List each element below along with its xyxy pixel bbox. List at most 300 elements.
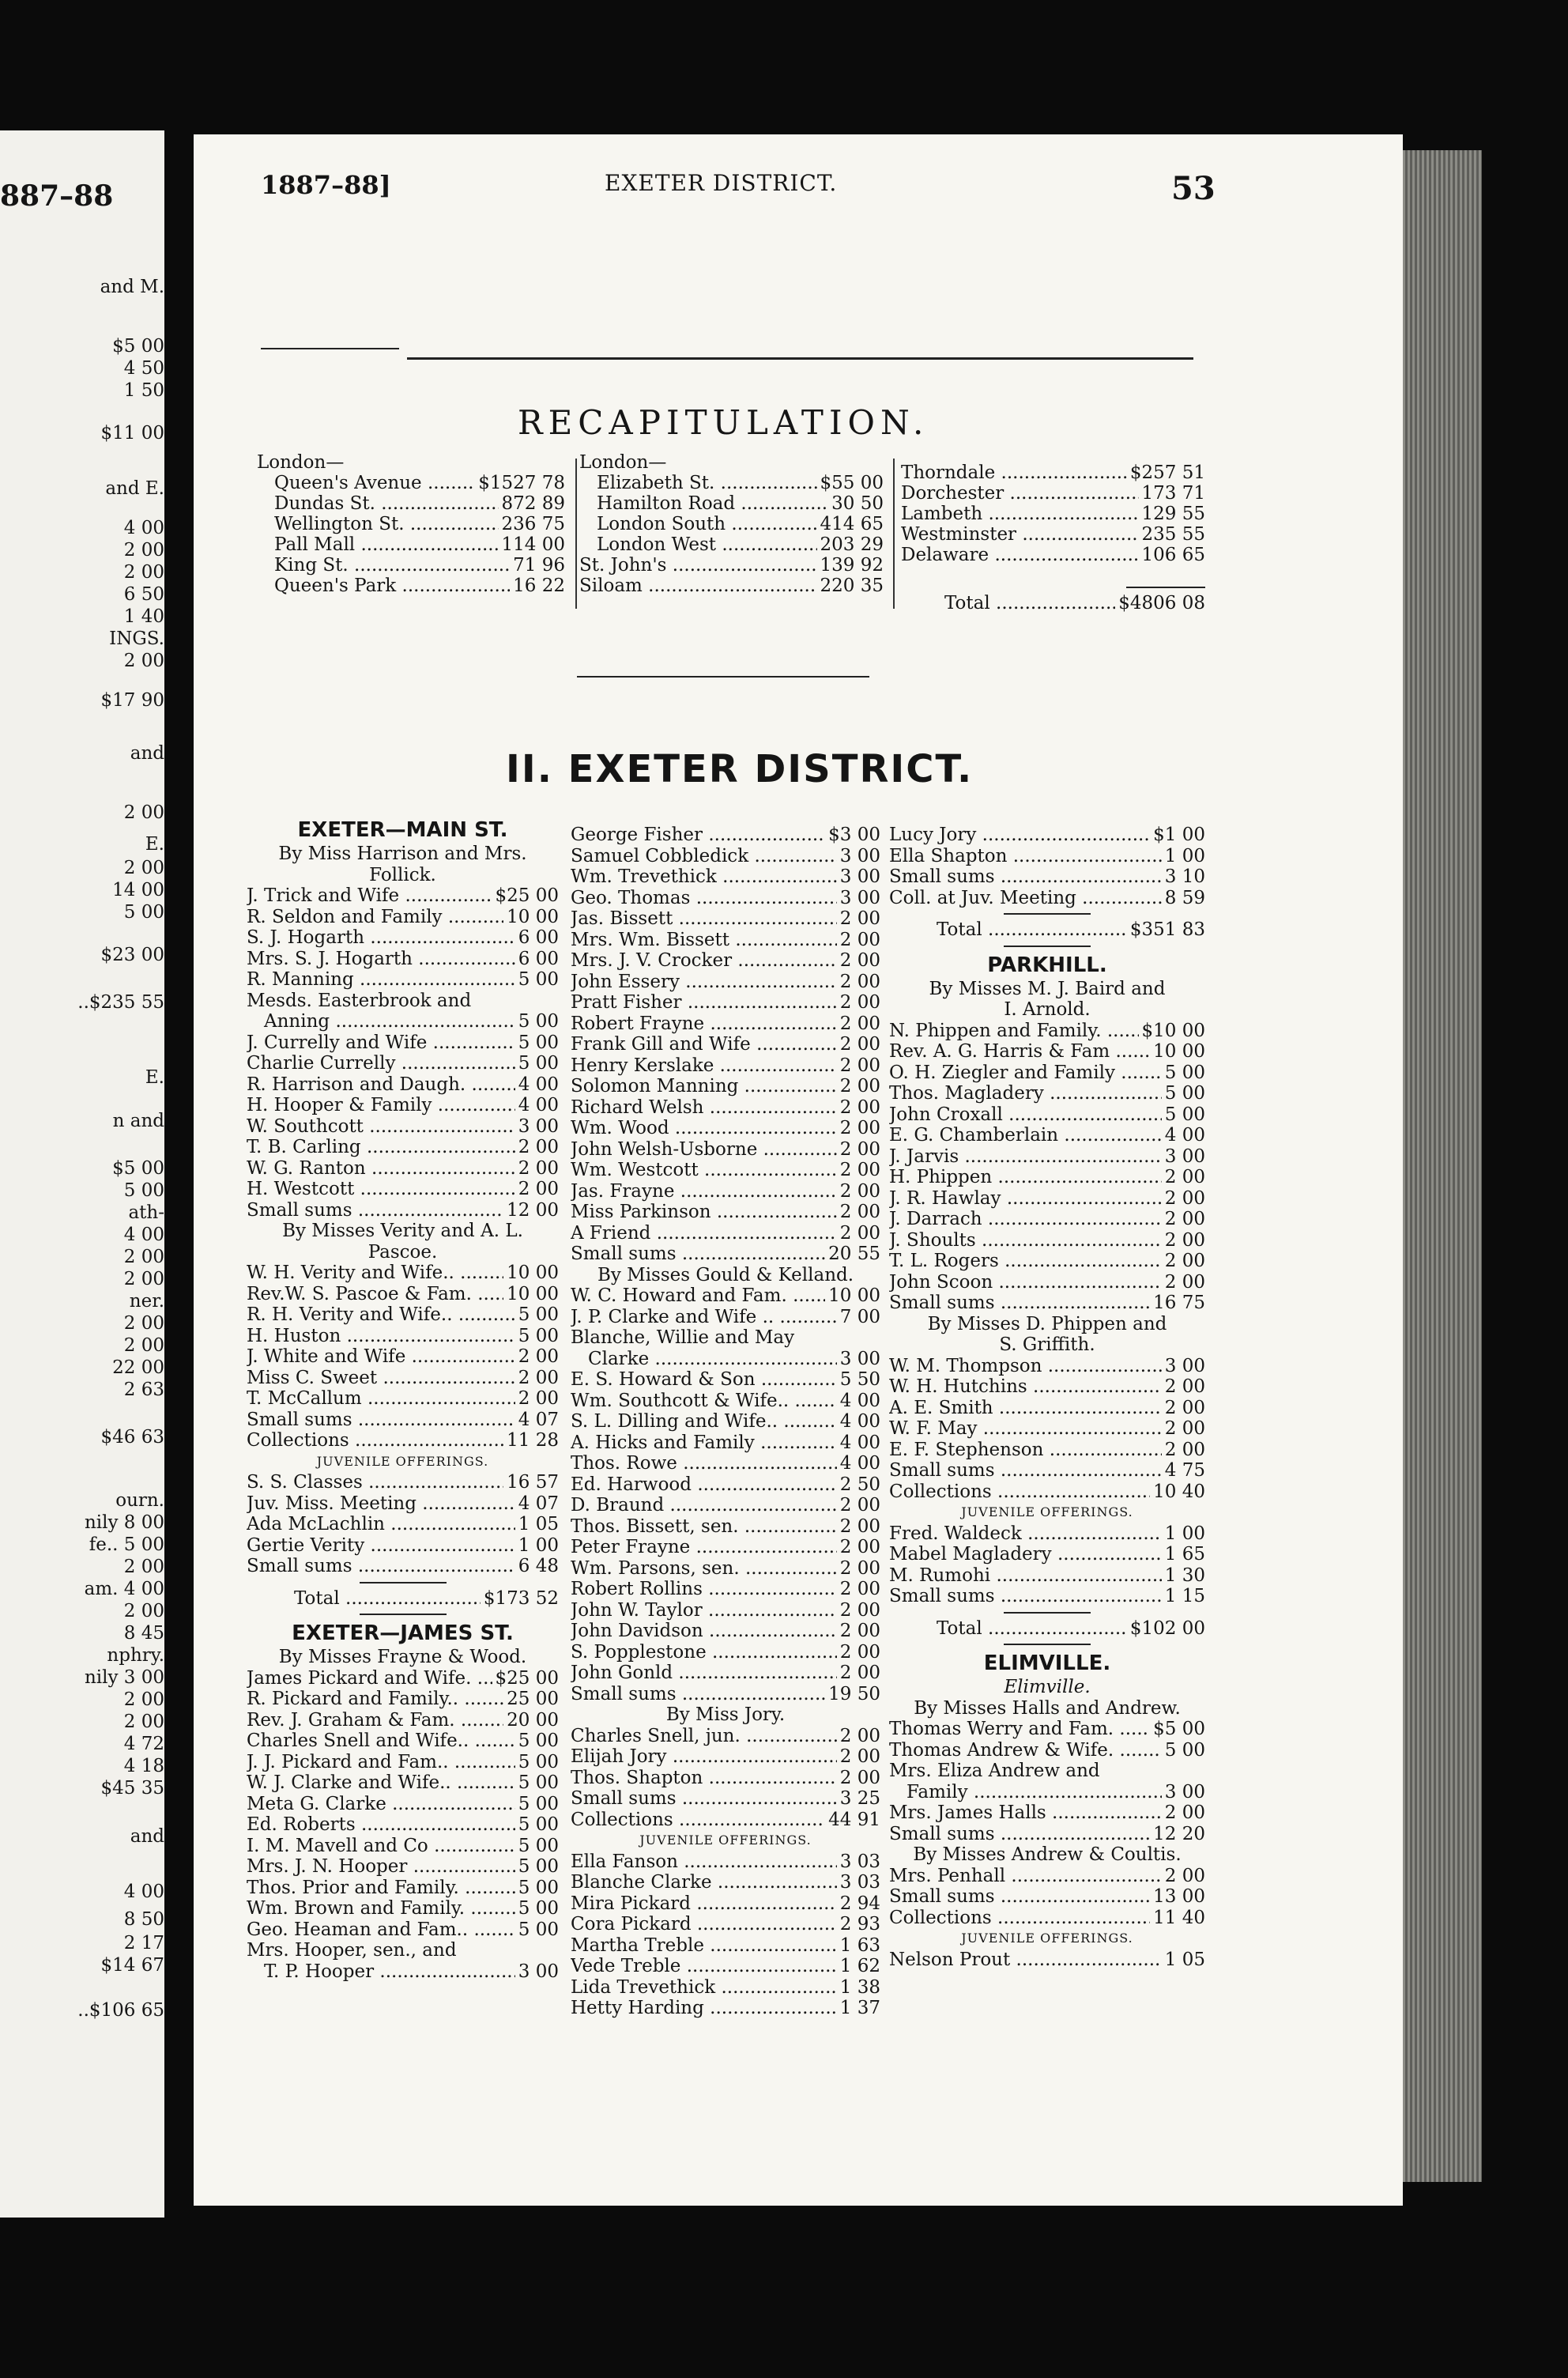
contributor-name: Lida Trevethick ..... (571, 1977, 837, 1999)
contributor-name: J. Currelly and Wife ..... (247, 1032, 515, 1054)
contribution-amount: 2 00 (518, 1346, 559, 1367)
contribution-row (889, 1209, 1205, 1230)
left-page-line: and (130, 743, 164, 764)
contribution-amount: 2 00 (839, 1599, 880, 1621)
contribution-amount: 12 20 (1153, 1823, 1205, 1844)
contribution-amount: 2 00 (1164, 1865, 1205, 1886)
contribution-row (889, 846, 1205, 867)
contributor-name: Mrs. S. J. Hogarth ..... (247, 949, 515, 970)
contributor-name: J. Trick and Wife ..... (247, 885, 492, 907)
contribution-amount: 2 00 (1164, 1167, 1205, 1187)
recap-column-3 (901, 462, 1205, 565)
contribution-amount: 5 00 (518, 1751, 559, 1772)
contribution-row (571, 1914, 880, 1935)
total-label: Total ..... (889, 1618, 1127, 1640)
contribution-amount: 2 00 (1164, 1397, 1205, 1418)
contribution-row (571, 1998, 880, 2019)
juvenile-offerings-label: JUVENILE OFFERINGS. (639, 1833, 812, 1848)
contribution-amount: 2 00 (1164, 1187, 1205, 1209)
recap-value: 106 65 (1141, 545, 1205, 565)
contribution-row (571, 1474, 880, 1496)
contribution-amount: 5 00 (518, 1011, 559, 1032)
contribution-row (889, 1565, 1205, 1587)
total-label: Total ..... (247, 1588, 481, 1610)
contribution-row (889, 1482, 1205, 1503)
recap-value: $1527 78 (478, 473, 565, 493)
contributor-name: Mrs. J. V. Crocker ..... (571, 950, 837, 972)
contribution-row (247, 1668, 559, 1689)
contribution-row (247, 1772, 559, 1794)
contributor-name: Jas. Bissett ..... (571, 908, 837, 930)
left-page-line: 2 00 (123, 1335, 164, 1356)
left-page-line: 14 00 (112, 880, 164, 900)
recap-value: 414 65 (820, 514, 884, 534)
contribution-amount: 2 00 (839, 1767, 880, 1788)
contribution-amount: 4 00 (839, 1453, 880, 1474)
contribution-row (889, 1104, 1205, 1126)
contribution-amount: 10 00 (1153, 1041, 1205, 1062)
contribution-row (571, 1621, 880, 1642)
contribution-row (247, 1304, 559, 1326)
contribution-amount: 11 40 (1153, 1907, 1205, 1928)
contributor-name: Geo. Thomas ..... (571, 888, 837, 909)
left-page-fragment (0, 130, 164, 2218)
contribution-amount: 10 00 (828, 1285, 880, 1306)
contributor-name: Rev. A. G. Harris & Fam ..... (889, 1041, 1150, 1063)
left-page-line: ath- (128, 1202, 164, 1223)
contributor-name: R. Seldon and Family ..... (247, 907, 503, 928)
recap-name: Siloam ..... (579, 576, 817, 596)
contributor-name: Miss Parkinson ..... (571, 1202, 837, 1223)
contribution-amount: 3 10 (1164, 866, 1205, 887)
recap-value: 236 75 (501, 514, 565, 534)
left-page-line: ..$235 55 (77, 992, 164, 1013)
contribution-amount: 10 00 (507, 1263, 559, 1283)
contribution-row (247, 1200, 559, 1221)
contribution-amount: 3 00 (1164, 1355, 1205, 1376)
recap-value: 30 50 (831, 493, 884, 514)
contribution-row (571, 1935, 880, 1957)
collector-line: S. Griffith. (999, 1334, 1095, 1355)
contribution-row (571, 1977, 880, 1999)
left-page-line: 2 00 (123, 1247, 164, 1267)
contribution-amount: 3 00 (518, 1961, 559, 1982)
recap-row (257, 473, 565, 493)
left-page-line: 4 00 (123, 1882, 164, 1902)
contribution-row (889, 1866, 1205, 1887)
contribution-amount: 10 40 (1153, 1481, 1205, 1502)
collector-line: By Misses Frayne & Wood. (278, 1647, 527, 1667)
contributor-name: John Croxall ..... (889, 1104, 1162, 1126)
contribution-row (571, 1202, 880, 1223)
total-label: Total ..... (889, 919, 1127, 941)
contributor-name: W. H. Hutchins ..... (889, 1376, 1162, 1398)
contribution-row (889, 1908, 1205, 1929)
contributor-name: Wm. Brown and Family. ..... (247, 1898, 515, 1919)
contribution-amount: 25 00 (507, 1689, 559, 1709)
contribution-amount: 10 00 (507, 906, 559, 927)
recap-row (257, 534, 565, 555)
contributor-name: Charles Snell, jun. ..... (571, 1726, 837, 1747)
contributor-name: Geo. Heaman and Fam.. ..... (247, 1919, 515, 1941)
left-page-line: E. (145, 1067, 164, 1088)
contribution-amount: 1 63 (839, 1934, 880, 1956)
contribution-row (889, 1398, 1205, 1419)
contribution-row (247, 907, 559, 928)
contribution-row (889, 1230, 1205, 1251)
contribution-amount: 4 00 (839, 1432, 880, 1453)
recap-value: $257 51 (1129, 462, 1205, 483)
contribution-row (571, 1684, 880, 1705)
contribution-amount: 5 00 (518, 1898, 559, 1919)
recap-row (579, 555, 884, 576)
contribution-amount: $25 00 (495, 1667, 559, 1689)
contribution-row (889, 1782, 1205, 1803)
contributor-name: S. L. Dilling and Wife.. ..... (571, 1411, 837, 1432)
contribution-row (889, 866, 1205, 888)
contributor-name: Thos. Bissett, sen. ..... (571, 1516, 837, 1538)
header-title: EXETER DISTRICT. (605, 170, 838, 196)
contribution-row (889, 1740, 1205, 1761)
contributor-name: H. Westcott ..... (247, 1179, 515, 1200)
contribution-row (247, 1263, 559, 1284)
contribution-amount: 1 65 (1164, 1544, 1205, 1565)
contribution-row (247, 1179, 559, 1200)
contribution-amount: 3 03 (839, 1872, 880, 1893)
contribution-amount: 2 00 (518, 1367, 559, 1388)
contribution-row (571, 1516, 880, 1538)
contributor-name: E. F. Stephenson ..... (889, 1440, 1162, 1461)
left-page-line: $45 35 (100, 1778, 164, 1799)
contribution-amount: 2 94 (839, 1893, 880, 1914)
contribution-amount: 2 00 (1164, 1229, 1205, 1251)
contribution-amount: 2 00 (839, 908, 880, 929)
contributor-name: Ella Fanson ..... (571, 1851, 837, 1873)
contributor-name: A. Hicks and Family ..... (571, 1432, 837, 1454)
recap-name: Queen's Park ..... (257, 576, 510, 596)
contribution-row (889, 1188, 1205, 1210)
collector-line: I. Arnold. (1004, 999, 1091, 1020)
header-rule-right (407, 357, 1193, 360)
left-page-line: 2 00 (123, 540, 164, 561)
church-heading: EXETER—MAIN ST. (297, 818, 508, 842)
total-rule (1004, 946, 1091, 947)
contribution-row (247, 1116, 559, 1138)
contributor-name: John Gonld ..... (571, 1663, 837, 1684)
contribution-amount: 6 00 (518, 948, 559, 969)
contributor-name: Mrs. Penhall ..... (889, 1866, 1162, 1887)
contributor-name: Thomas Werry and Fam. ..... (889, 1719, 1150, 1740)
contribution-row (571, 866, 880, 888)
left-page-line: ..$106 65 (77, 2000, 164, 2021)
contribution-row (247, 885, 559, 907)
left-page-line: 4 00 (123, 518, 164, 538)
contribution-row (889, 1063, 1205, 1084)
contributor-name: J. White and Wife ..... (247, 1346, 515, 1368)
contribution-amount: 2 93 (839, 1914, 880, 1934)
left-page-line: 2 00 (123, 1712, 164, 1732)
contribution-amount: 2 00 (839, 1034, 880, 1055)
contribution-amount: 5 00 (518, 1793, 559, 1814)
recap-name: London— (579, 452, 667, 473)
contributor-name: Thos. Shapton ..... (571, 1768, 837, 1789)
contribution-amount: 5 00 (518, 1325, 559, 1346)
contributor-name: H. Phippen ..... (889, 1167, 1162, 1188)
contribution-row (571, 1746, 880, 1768)
contributor-name: Small sums ..... (889, 1886, 1150, 1908)
contributor-name: N. Phippen and Family. ..... (889, 1021, 1139, 1042)
collector-line: Follick. (369, 864, 436, 885)
contribution-amount: 3 00 (1164, 1146, 1205, 1167)
contribution-row (889, 1041, 1205, 1063)
contribution-row (889, 1376, 1205, 1398)
contribution-row (247, 949, 559, 970)
contributor-name: W. G. Ranton ..... (247, 1158, 515, 1180)
contribution-amount: 4 00 (839, 1390, 880, 1411)
contribution-amount: 5 50 (839, 1369, 880, 1390)
contribution-amount: 6 48 (518, 1556, 559, 1576)
contribution-row (247, 1137, 559, 1158)
contribution-amount: 11 28 (507, 1430, 559, 1451)
contribution-row (247, 1731, 559, 1752)
contributor-name: T. L. Rogers ..... (889, 1251, 1162, 1272)
contribution-amount: 2 00 (839, 1055, 880, 1076)
recap-value (562, 452, 565, 473)
contribution-row (889, 1523, 1205, 1545)
contributor-name: Anning ..... (247, 1011, 515, 1032)
recap-total-row (901, 593, 1205, 613)
contribution-row (571, 1307, 880, 1328)
contribution-row (247, 1535, 559, 1557)
recap-row (257, 555, 565, 576)
contribution-amount: 5 00 (518, 1304, 559, 1325)
juvenile-offerings-label: JUVENILE OFFERINGS. (961, 1504, 1133, 1519)
contribution-row (571, 1872, 880, 1893)
contribution-row (889, 1272, 1205, 1293)
header-rule-left (261, 348, 399, 349)
contributor-name: Small sums ..... (247, 1200, 503, 1221)
recap-name: Hamilton Road ..... (579, 493, 828, 514)
contribution-row (571, 908, 880, 930)
collector-line: By Miss Harrison and Mrs. (278, 844, 527, 864)
contributor-name: Wm. Westcott ..... (571, 1160, 837, 1181)
contribution-amount: 3 00 (839, 866, 880, 887)
contribution-amount: 2 00 (839, 1495, 880, 1516)
recap-title: RECAPITULATION. (518, 403, 929, 442)
left-page-line: n and (112, 1111, 164, 1131)
left-page-line: 887–88 (0, 179, 114, 213)
total-row (889, 919, 1205, 941)
contribution-amount: 2 00 (839, 1557, 880, 1579)
left-page-line: am. 4 00 (84, 1579, 164, 1599)
recap-row (579, 576, 884, 596)
contribution-amount: 2 00 (518, 1179, 559, 1199)
left-page-line: $23 00 (100, 945, 164, 965)
contribution-row (889, 1083, 1205, 1104)
contributor-name: Ed. Roberts ..... (247, 1814, 515, 1836)
section-separator (577, 676, 869, 678)
left-page-line: 4 50 (123, 358, 164, 379)
contributor-name: I. M. Mavell and Co ..... (247, 1836, 515, 1857)
contributor-name: J. Shoults ..... (889, 1230, 1162, 1251)
left-page-line: 2 00 (123, 1601, 164, 1621)
contribution-row (247, 1794, 559, 1815)
left-page-line: 2 00 (123, 651, 164, 671)
contributor-name: Small sums ..... (889, 866, 1162, 888)
contribution-row (247, 1961, 559, 1983)
contribution-amount: 1 05 (518, 1514, 559, 1534)
contributor-name: R. Pickard and Family.. ..... (247, 1689, 503, 1710)
contribution-row (889, 1021, 1205, 1042)
contributor-name: Thos. Magladery ..... (889, 1083, 1162, 1104)
contribution-row (247, 1556, 559, 1577)
contributor-name: H. Hooper & Family ..... (247, 1095, 515, 1116)
left-page-line: ourn. (115, 1490, 164, 1511)
contributor-name: Henry Kerslake ..... (571, 1055, 837, 1077)
contribution-amount: 5 00 (518, 1877, 559, 1898)
contribution-amount: 4 00 (1164, 1125, 1205, 1146)
contributor-name: Small sums ..... (889, 1460, 1162, 1482)
contribution-amount: 6 00 (518, 927, 559, 948)
contribution-amount: 2 00 (839, 1118, 880, 1138)
contributor-name: Rev.W. S. Pascoe & Fam. ..... (247, 1284, 503, 1305)
contributor-name: T. McCallum ..... (247, 1388, 515, 1410)
contribution-row (571, 1055, 880, 1077)
contributor-name: S. J. Hogarth ..... (247, 927, 515, 949)
contributor-name: Wm. Trevethick ..... (571, 866, 837, 888)
contribution-row (571, 1663, 880, 1684)
contributor-name: Solomon Manning ..... (571, 1076, 837, 1097)
recap-total-value: $4806 08 (1118, 593, 1205, 613)
recap-name: Elizabeth St. ..... (579, 473, 817, 493)
contribution-row (571, 1097, 880, 1119)
total-rule (360, 1614, 447, 1615)
contribution-amount: 13 00 (1153, 1886, 1205, 1907)
contributor-name: Small sums ..... (889, 1293, 1150, 1314)
collector-line: By Misses Verity and A. L. (282, 1221, 523, 1241)
contributor-name: Peter Frayne ..... (571, 1537, 837, 1558)
contributor-name: Small sums ..... (889, 1824, 1150, 1845)
contribution-row (247, 1836, 559, 1857)
left-page-line: 8 50 (123, 1909, 164, 1930)
contributor-name: J. J. Pickard and Fam.. ..... (247, 1752, 515, 1773)
recap-row (257, 452, 565, 473)
total-rule (1004, 1612, 1091, 1614)
contributor-name: Hetty Harding ..... (571, 1998, 837, 2019)
contribution-amount: 1 00 (1164, 1523, 1205, 1544)
left-page-line: 2 17 (123, 1933, 164, 1953)
contribution-row (571, 1642, 880, 1663)
contribution-row (247, 1430, 559, 1451)
contribution-amount: 4 07 (518, 1409, 559, 1430)
entry-name-continued: Blanche, Willie and May (571, 1327, 795, 1348)
recap-name: Dorchester ..... (901, 483, 1139, 504)
left-page-line: $5 00 (112, 336, 164, 357)
left-page-line: $5 00 (112, 1158, 164, 1179)
recap-name: London West ..... (579, 534, 817, 555)
left-page-line: 5 00 (123, 1180, 164, 1201)
contributor-name: Jas. Frayne ..... (571, 1181, 837, 1202)
recap-value: 129 55 (1141, 504, 1205, 524)
contribution-row (571, 1076, 880, 1097)
contributor-name: Martha Treble ..... (571, 1935, 837, 1957)
contribution-amount: 10 00 (507, 1283, 559, 1304)
contribution-row (247, 1346, 559, 1368)
contribution-row (571, 825, 880, 846)
contributor-name: Frank Gill and Wife ..... (571, 1034, 837, 1055)
contribution-row (889, 1824, 1205, 1845)
contribution-row (889, 1586, 1205, 1607)
total-value: $102 00 (1129, 1617, 1205, 1639)
contributor-name: Blanche Clarke ..... (571, 1872, 837, 1893)
contribution-row (247, 1032, 559, 1054)
left-page-line: 8 45 (123, 1623, 164, 1644)
contribution-row (571, 1411, 880, 1432)
contribution-amount: 2 00 (1164, 1802, 1205, 1823)
contribution-row (247, 1284, 559, 1305)
recap-row (579, 493, 884, 514)
total-rule (1004, 1644, 1091, 1645)
total-rule (1004, 913, 1091, 915)
contribution-row (889, 1251, 1205, 1272)
contributor-name: George Fisher ..... (571, 825, 825, 846)
section-title: II. EXETER DISTRICT. (506, 747, 974, 791)
contributor-name: Small sums ..... (889, 1586, 1162, 1607)
contributor-name: W. M. Thompson ..... (889, 1356, 1162, 1377)
contribution-amount: 5 00 (518, 1835, 559, 1856)
collector-line: Elimville. (1004, 1677, 1091, 1697)
recap-value: 139 92 (820, 555, 884, 576)
church-heading: EXETER—JAMES ST. (292, 1621, 514, 1645)
left-page-line: $17 90 (100, 690, 164, 711)
contribution-amount: 2 00 (839, 1160, 880, 1180)
left-page-line: $11 00 (100, 423, 164, 444)
contribution-amount: 1 15 (1164, 1586, 1205, 1606)
contributor-name: Thomas Andrew & Wife. ..... (889, 1740, 1162, 1761)
left-page-line: 1 40 (123, 606, 164, 627)
left-page-line: 2 00 (123, 1269, 164, 1289)
left-page-line: 6 50 (123, 584, 164, 605)
contributor-name: Wm. Wood ..... (571, 1118, 837, 1139)
contribution-row (571, 846, 880, 867)
contributor-name: Small sums ..... (247, 1556, 515, 1577)
entry-name-continued: Mrs. Hooper, sen., and (247, 1940, 457, 1961)
recap-row (579, 473, 884, 493)
contribution-amount: 4 00 (518, 1074, 559, 1095)
contribution-row (889, 1950, 1205, 1971)
contributor-name: John Welsh-Usborne ..... (571, 1139, 837, 1161)
contribution-row (247, 1368, 559, 1389)
contributor-name: H. Huston ..... (247, 1326, 515, 1347)
contributor-name: Collections ..... (571, 1810, 825, 1831)
contributor-name: T. P. Hooper ..... (247, 1961, 515, 1983)
collector-line: By Misses D. Phippen and (927, 1313, 1167, 1334)
contribution-amount: $25 00 (495, 885, 559, 906)
contribution-row (247, 1326, 559, 1347)
contributor-name: Clarke ..... (571, 1349, 837, 1370)
contribution-amount: 2 00 (839, 971, 880, 992)
contributor-name: Nelson Prout ..... (889, 1950, 1162, 1971)
recap-value: 16 22 (513, 576, 565, 596)
left-page-line: E. (145, 834, 164, 855)
contribution-row (571, 1223, 880, 1244)
contribution-amount: 5 00 (518, 1731, 559, 1751)
contribution-row (571, 1432, 880, 1454)
contributor-name: W. H. Verity and Wife.. ..... (247, 1263, 503, 1284)
recap-column-1 (257, 452, 565, 596)
contribution-amount: 5 00 (518, 1032, 559, 1053)
contribution-row (247, 1878, 559, 1899)
